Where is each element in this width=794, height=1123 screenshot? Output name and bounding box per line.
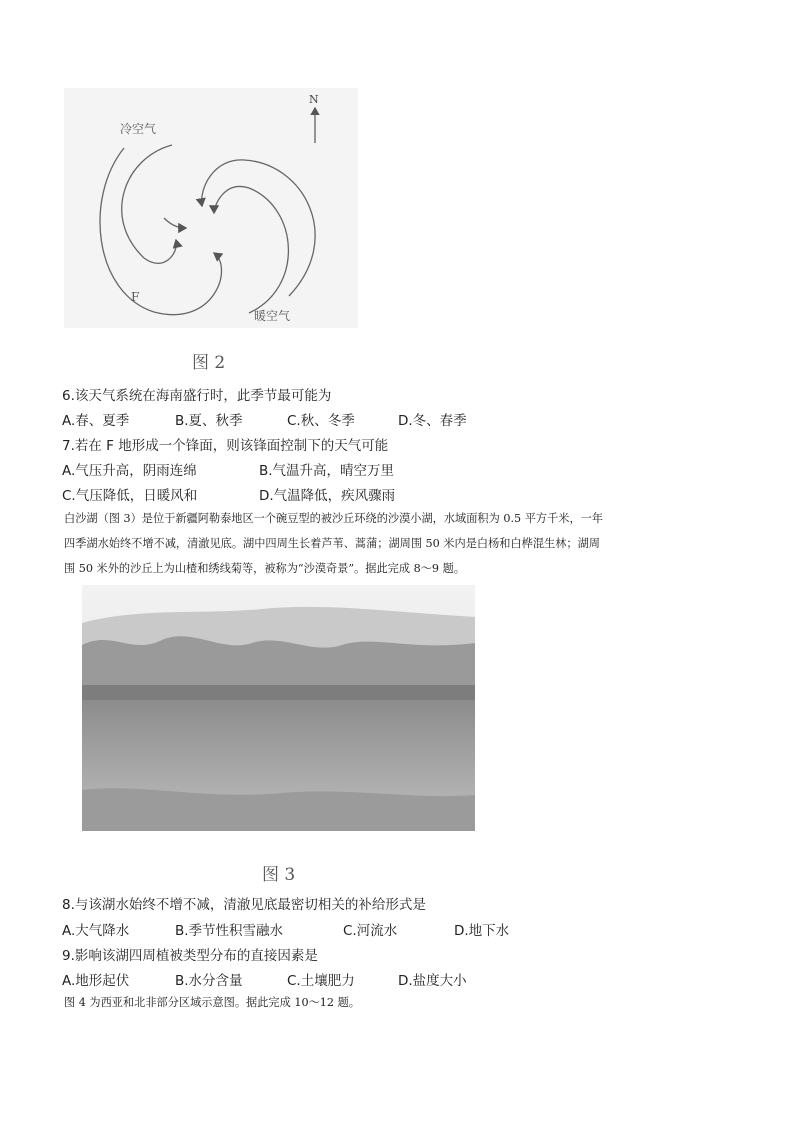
q6-option-c: C.秋、冬季: [287, 413, 355, 429]
q9-option-c: C.土壤肥力: [287, 973, 355, 989]
q8-option-d: D.地下水: [454, 923, 510, 939]
q7-option-d: D.气温降低，疾风骤雨: [259, 488, 396, 504]
passage-8-9: [64, 506, 734, 581]
isobar-arm-1: [122, 145, 177, 263]
q9-option-b: B.水分含量: [175, 973, 243, 989]
inner-arrow: [164, 218, 186, 228]
figure-3-caption: 图 3: [262, 865, 296, 885]
q8-option-a: A.大气降水: [62, 923, 130, 939]
passage-10-12: 图 4 为西亚和北非部分区域示意图。据此完成 10～12 题。: [64, 996, 360, 1009]
q9-option-d: D.盐度大小: [398, 973, 467, 989]
q6-option-d: D.冬、春季: [398, 413, 467, 429]
q7-option-b: B.气温升高，晴空万里: [259, 463, 395, 479]
q7-option-c: C.气压降低，日暖风和: [62, 488, 198, 504]
lake-photo: [82, 585, 475, 831]
passage-line: 白沙湖（图 3）是位于新疆阿勒泰地区一个碗豆型的被沙丘环绕的沙漠小湖，水域面积为 0.5 平方千米，一年: [64, 512, 604, 525]
question-6-stem: 6.该天气系统在海南盛行时，此季节最可能为: [62, 388, 332, 404]
cold-air-label: 冷空气: [120, 122, 157, 136]
figure-2: [64, 88, 358, 328]
question-7-stem: 7.若在 F 地形成一个锋面，则该锋面控制下的天气可能: [62, 438, 389, 454]
passage-line: 四季湖水始终不增不减，清澈见底。湖中四周生长着芦苇、蒿蒲；湖周围 50 米内是白杨和白桦混生林；湖周: [64, 537, 600, 550]
north-label: N: [309, 93, 319, 106]
question-9-stem: 9.影响该湖四周植被类型分布的直接因素是: [62, 948, 318, 964]
q8-option-c: C.河流水: [343, 923, 398, 939]
q8-option-b: B.季节性积雪融水: [175, 923, 284, 939]
q7-option-a: A.气压升高，阴雨连绵: [62, 463, 197, 479]
question-8-stem: 8.与该湖水始终不增不减，清澈见底最密切相关的补给形式是: [62, 897, 426, 913]
q6-option-b: B.夏、秋季: [175, 413, 243, 429]
q9-option-a: A.地形起伏: [62, 973, 130, 989]
f-label: F: [131, 290, 140, 304]
warm-air-label: 暖空气: [254, 309, 291, 323]
figure-2-caption: 图 2: [192, 353, 226, 373]
isobar-arm-3: [214, 186, 288, 313]
cyclone-diagram: [64, 88, 358, 328]
isobar-arm-2: [100, 148, 222, 315]
passage-line: 围 50 米外的沙丘上为山楂和绣线菊等，被称为“沙漠奇景”。据此完成 8～9 题。: [64, 562, 465, 575]
figure-3-photo: [82, 585, 475, 831]
isobar-arm-4: [202, 160, 315, 296]
q6-option-a: A.春、夏季: [62, 413, 130, 429]
